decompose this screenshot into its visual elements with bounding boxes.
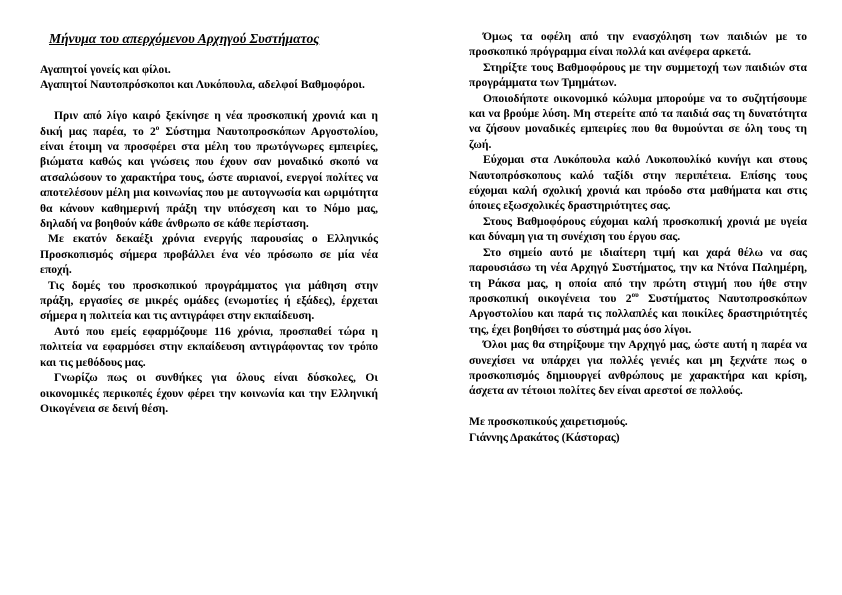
salutation-scouts: Αγαπητοί Ναυτοπρόσκοποι και Λυκόπουλα, αδελφοί Βαθμοφόροι. (40, 78, 365, 92)
right-column (469, 29, 807, 445)
paragraph-new-leader-end: Συστήματος Ναυτοπροσκόπων Αργοστολίου και παρά τις πολλαπλές και ποικίλες δραστηριότητές της, έχει βοηθήσει το σύστημά μας όσο λίγοι. (469, 291, 807, 336)
paragraph-support-new-leader: Όλοι μας θα στηρίξουμε την Αρχηγό μας, ώστε αυτή η παρέα να συνεχίσει να υπάρχει για πολλές γενιές και μη ξεχνάτε πως ο προσκοπισμός δημιουργεί ανθρώπους με χαρακτήρα και κρίση, άσχετα αν τέτοιοι πολίτες δεν είναι αρεστοί σε πολλούς. (469, 338, 807, 398)
paragraph-new-leader (469, 245, 807, 337)
ordinal-superscript: ο (155, 123, 160, 132)
paragraph-structures: Τις δομές του προσκοπικού προγράμματος για μάθηση στην πράξη, εργασίες σε μικρές ομάδες (ενωμοτίες ή εξάδες), έρχεται σήμερα η πολιτεία και τις αντιγράφει στην εκπαίδευση. (40, 278, 378, 323)
paragraph-conditions: Γνωρίζω πως οι συνθήκες για όλους είναι δύσκολες, Οι οικονομικές περικοπές έχουν φέρει την κοινωνία και την Ελληνική Οικογένεια σε δεινή θέση. (40, 371, 378, 415)
salutation-parents: Αγαπητοί γονείς και φίλοι. (40, 63, 171, 76)
paragraph-support-leaders: Στηρίξτε τους Βαθμοφόρους με την συμμετοχή των παιδιών στα προγράμματα των Τμημάτων. (469, 60, 807, 90)
paragraph-wishes-scouts: Εύχομαι στα Λυκόπουλα καλό Λυκοπουλίκό κυνήγι και στους Ναυτοπρόσκοπους καλό ταξίδι στην περιπέτεια. Επίσης τους εύχομαι καλή σχολική χρονιά και πρόοδο στα μαθήματα και στις όποιες εξωσχολικές δραστηριότητες σας. (469, 153, 807, 213)
paragraph-wishes-leaders: Στους Βαθμοφόρους εύχομαι καλή προσκοπική χρονιά με υγεία και δύναμη για τη συνέχιση του έργου σας. (469, 214, 807, 244)
spacer (40, 93, 378, 108)
page-title: Μήνυμα του απερχόμενου Αρχηγού Συστήματος (49, 31, 320, 46)
left-column (40, 30, 378, 416)
paragraph-intro (40, 108, 378, 231)
ordinal-superscript: ου (631, 291, 639, 300)
paragraph-history: Με εκατόν δεκαέξι χρόνια ενεργής παρουσίας ο Ελληνικός Προσκοπισμός σήμερα προβάλλει ένα νέο πρόσωπο σε μία νέα εποχή. (40, 232, 378, 277)
paragraph-intro-end: Σύστημα Ναυτοπροσκόπων Αργοστολίου, είναι έτοιμη να προσφέρει στα μέλη του πρωτόγνωρες εμπειρίες, βιώματα καθώς και γνώσεις που έχουν σαν μοναδικό σκοπό να ατσαλώσουν το χαρακτήρα τους, ώστε αυριανοί, ενεργοί πολίτες να αποτελέσουν μέλη μια κοινωνίας που με αυτογνωσία και ωριμότητα θα κάνουν καθημερινή πράξη την υπόσχεση και το Νόμο μας, δηλαδή να βοηθούν κάθε άνθρωπο σε κάθε περίσταση. (40, 124, 378, 231)
signature: Γιάννης Δρακάτος (Κάστορας) (469, 430, 620, 444)
paragraph-116-years: Αυτό που εμείς εφαρμόζουμε 116 χρόνια, προσπαθεί τώρα η πολιτεία να εφαρμόσει στην εκπαίδευση αντιγράφοντας τον τρόπο και τις μεθόδους μας. (40, 324, 378, 369)
paragraph-financial: Οποιοδήποτε οικονομικό κώλυμα μπορούμε να το συζητήσουμε και να βρούμε λύση. Μη στερείτε από τα παιδιά σας τη δυνατότητα να ζήσουν μοναδικές εμπειρίες που θα θυμούνται σε όλη τους τη ζωή. (469, 91, 807, 151)
paragraph-intro-start: Πριν από λίγο καιρό ξεκίνησε η νέα προσκοπική χρονιά και η δική μας παρέα, το 2 (40, 109, 378, 138)
paragraph-new-leader-start: Στο σημείο αυτό με ιδιαίτερη τιμή και χαρά θέλω να σας παρουσιάσω τη νέα Αρχηγό Συστήματος, την κα Ντόνα Παλημέρη, τη Ράκσα μας, η οποία από την πρώτη στιγμή που ήθε στην προσκοπική οικογένεια του 2 (469, 245, 807, 305)
paragraph-benefits: Όμως τα οφέλη από την ενασχόληση των παιδιών με το προσκοπικό πρόγραμμα είναι πολλά και ανέφερα αρκετά. (469, 30, 807, 59)
spacer (469, 399, 807, 414)
closing-greeting: Με προσκοπικούς χαιρετισμούς. (469, 415, 628, 429)
